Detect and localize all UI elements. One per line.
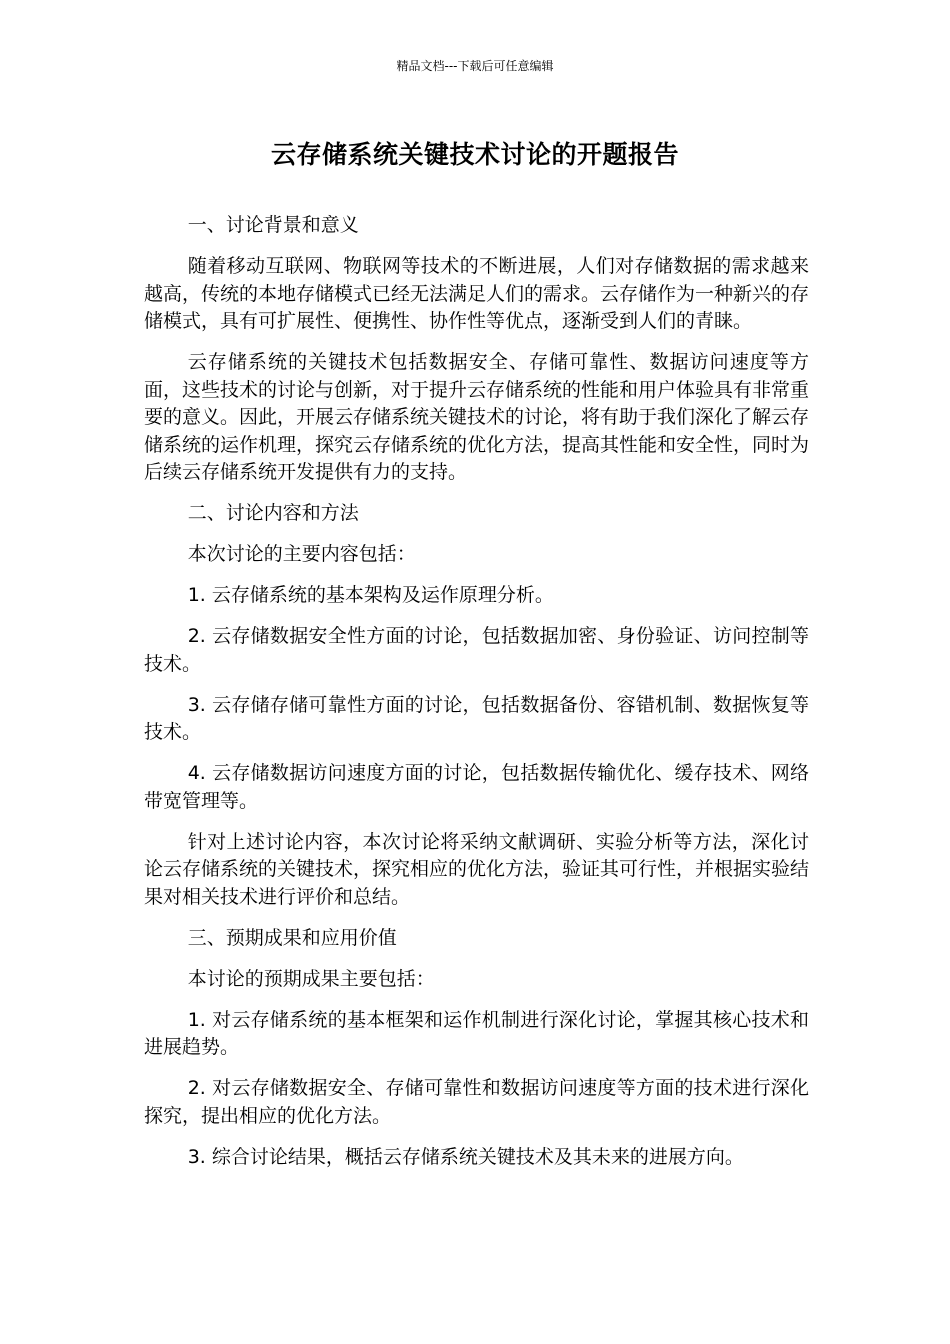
- paragraph: 本次讨论的主要内容包括：: [187, 543, 416, 565]
- document-body: [144, 212, 809, 1185]
- paragraph: 随着移动互联网、物联网等技术的不断进展，人们对存储数据的需求越来越高，传统的本地存储模式已经无法满足人们的需求。云存储作为一种新兴的存储模式，具有可扩展性、便携性、协作性等优点，逐渐受到人们的青睐。: [144, 255, 810, 332]
- list-item: 1. 云存储系统的基本架构及运作原理分析。: [187, 584, 554, 606]
- paragraph: 针对上述讨论内容，本次讨论将采纳文献调研、实验分析等方法，深化讨论云存储系统的关键技术，探究相应的优化方法，验证其可行性，并根据实验结果对相关技术进行评价和总结。: [144, 830, 810, 908]
- list-item: 2. 对云存储数据安全、存储可靠性和数据访问速度等方面的技术进行深化探究，提出相应的优化方法。: [144, 1077, 809, 1127]
- section-heading-background: 一、讨论背景和意义: [187, 214, 359, 236]
- list-item: 2. 云存储数据安全性方面的讨论，包括数据加密、身份验证、访问控制等技术。: [144, 625, 809, 675]
- list-item: 1. 对云存储系统的基本框架和运作机制进行深化讨论，掌握其核心技术和进展趋势。: [144, 1008, 809, 1058]
- section-heading-results: 三、预期成果和应用价值: [187, 926, 397, 949]
- list-item: 3. 云存储存储可靠性方面的讨论，包括数据备份、容错机制、数据恢复等技术。: [144, 693, 809, 743]
- paragraph: 云存储系统的关键技术包括数据安全、存储可靠性、数据访问速度等方面，这些技术的讨论与创新，对于提升云存储系统的性能和用户体验具有非常重要的意义。因此，开展云存储系统关键技术的讨论，将有助于我们深化了解云存储系统的运作机理，探究云存储系统的优化方法，提高其性能和安全性，同时为后续云存储系统开发提供有力的支持。: [144, 351, 810, 483]
- document-title: 云存储系统关键技术讨论的开题报告: [270, 140, 679, 169]
- header-note: 精品文档---下载后可任意编辑: [396, 59, 554, 73]
- paragraph: 本讨论的预期成果主要包括：: [187, 967, 435, 990]
- section-heading-content: 二、讨论内容和方法: [187, 502, 359, 524]
- list-item: 3. 综合讨论结果，概括云存储系统关键技术及其未来的进展方向。: [187, 1145, 744, 1168]
- list-item: 4. 云存储数据访问速度方面的讨论，包括数据传输优化、缓存技术、网络带宽管理等。: [144, 762, 809, 812]
